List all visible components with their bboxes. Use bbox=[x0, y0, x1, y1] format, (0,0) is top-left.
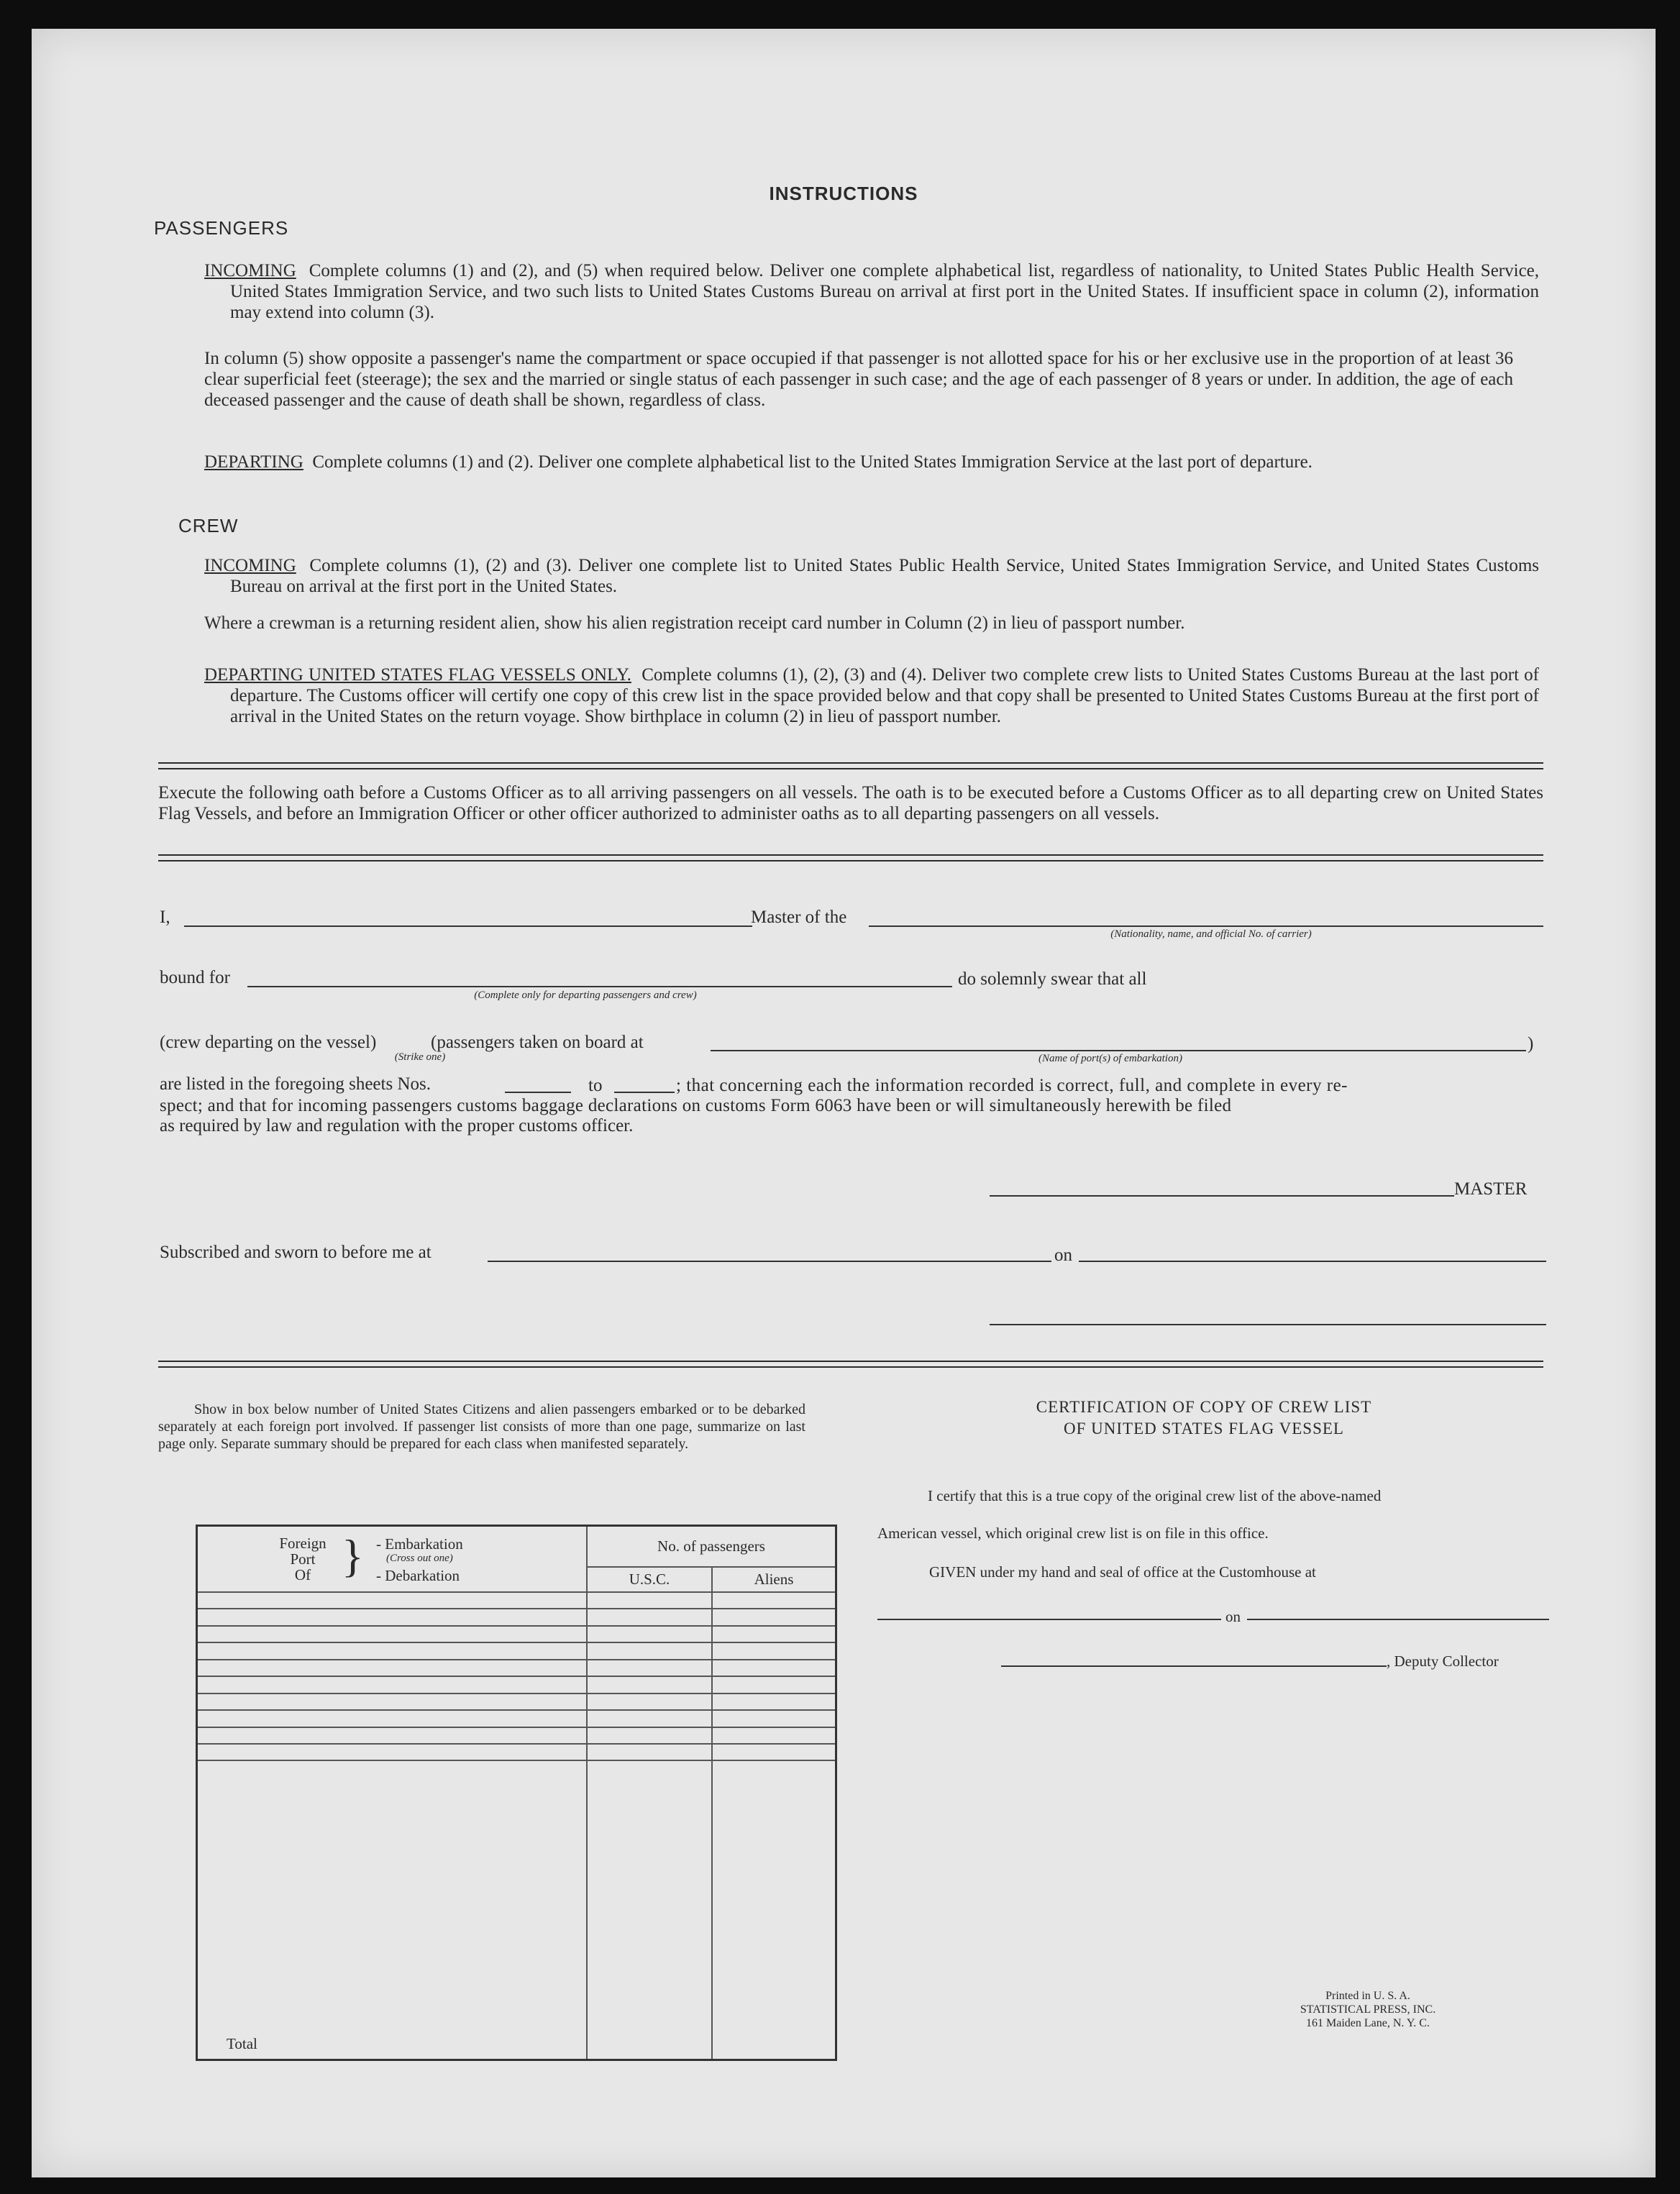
passengers-taken-option[interactable]: (passengers taken on board at bbox=[431, 1033, 644, 1052]
usc-cell[interactable] bbox=[587, 1626, 712, 1642]
aliens-cell[interactable] bbox=[712, 1710, 836, 1727]
aliens-cell[interactable] bbox=[712, 1676, 836, 1693]
crew-resident-text: Where a crewman is a returning resident alien, show his alien registration receipt card number in Column (2) in lieu of passport number. bbox=[204, 613, 1185, 633]
port-cell[interactable] bbox=[197, 1694, 588, 1710]
passenger-summary-table bbox=[196, 1525, 837, 2061]
printer-imprint bbox=[1267, 1989, 1469, 2030]
passengers-incoming-paragraph bbox=[204, 260, 1539, 323]
usc-cell[interactable] bbox=[587, 1694, 712, 1710]
usc-header: U.S.C. bbox=[587, 1567, 712, 1592]
usc-cell[interactable] bbox=[587, 1592, 712, 1609]
sheets-to-field[interactable] bbox=[614, 1092, 675, 1093]
subscribed-place-field[interactable] bbox=[488, 1261, 1051, 1262]
subscribed-date-field[interactable] bbox=[1079, 1261, 1546, 1262]
aliens-cell[interactable] bbox=[712, 1744, 836, 1760]
port-cell[interactable] bbox=[197, 1592, 588, 1609]
crew-incoming-text: Complete columns (1), (2) and (3). Deliver one complete list to United States Public Health Service, United States Immigration Service, and United States Customs Bureau on arrival at the first port in the United States. bbox=[230, 556, 1540, 596]
aliens-header: Aliens bbox=[712, 1567, 836, 1592]
usc-cell[interactable] bbox=[587, 1744, 712, 1760]
listed-text-2: spect; and that for incoming passengers customs baggage declarations on customs Form 6063 have been or will simultaneously herewith be filed bbox=[160, 1096, 1232, 1115]
aliens-cell[interactable] bbox=[712, 1642, 836, 1659]
table-row bbox=[197, 1744, 836, 1760]
passengers-incoming-text: Complete columns (1) and (2), and (5) when required below. Deliver one complete alphabetical list, regardless of nationality, to United States Public Health Service, United States Immigration Service, and two such lists to United States Customs Bureau on arrival at first port in the United States. If insufficient space in column (2), information may extend into column (3). bbox=[230, 261, 1540, 322]
foreign-port-of-label: Foreign Port Of bbox=[279, 1535, 327, 1583]
master-label: MASTER bbox=[1454, 1179, 1528, 1199]
usc-cell[interactable] bbox=[587, 1676, 712, 1693]
cross-out-hint: (Cross out one) bbox=[386, 1553, 453, 1564]
crew-incoming-paragraph bbox=[204, 555, 1539, 597]
port-cell[interactable] bbox=[197, 1727, 588, 1744]
printer-line-1: Printed in U. S. A. bbox=[1325, 1990, 1410, 2002]
total-aliens-cell[interactable] bbox=[712, 1760, 836, 2060]
no-passengers-header: No. of passengers bbox=[587, 1526, 836, 1568]
certify-text-2: American vessel, which original crew list is on file in this office. bbox=[877, 1525, 1269, 1542]
table-row bbox=[197, 1694, 836, 1710]
usc-cell[interactable] bbox=[587, 1660, 712, 1676]
total-label: Total bbox=[197, 1760, 588, 2060]
deputy-signature-field[interactable] bbox=[1001, 1665, 1387, 1667]
passengers-departing-text: Complete columns (1) and (2). Deliver one complete alphabetical list to the United States Immigration Service at the last port of departure. bbox=[312, 452, 1312, 472]
officer-signature-field[interactable] bbox=[990, 1324, 1546, 1325]
passengers-incoming-label: INCOMING bbox=[204, 261, 296, 280]
aliens-cell[interactable] bbox=[712, 1609, 836, 1625]
certification-title-1: CERTIFICATION OF COPY OF CREW LIST bbox=[1036, 1398, 1372, 1416]
divider-double-1 bbox=[158, 762, 1543, 769]
table-row bbox=[197, 1642, 836, 1659]
certify-text-1: I certify that this is a true copy of the original crew list of the above-named bbox=[928, 1487, 1382, 1504]
passengers-column5-paragraph bbox=[204, 348, 1513, 411]
port-cell[interactable] bbox=[197, 1642, 588, 1659]
listed-text-3: as required by law and regulation with the proper customs officer. bbox=[160, 1116, 634, 1135]
form-page bbox=[32, 29, 1656, 2177]
deputy-collector-label: , Deputy Collector bbox=[1387, 1653, 1499, 1670]
instructions-title: INSTRUCTIONS bbox=[769, 183, 918, 204]
listed-text-1: ; that concerning each the information recorded is correct, full, and complete in every re- bbox=[676, 1076, 1348, 1095]
crew-heading: CREW bbox=[178, 515, 239, 536]
table-row bbox=[197, 1676, 836, 1693]
printer-line-2: STATISTICAL PRESS, INC. bbox=[1300, 2003, 1436, 2016]
port-cell[interactable] bbox=[197, 1676, 588, 1693]
usc-cell[interactable] bbox=[587, 1609, 712, 1625]
port-cell[interactable] bbox=[197, 1744, 588, 1760]
oath-instructions: Execute the following oath before a Customs Officer as to all arriving passengers on all vessels. The oath is to be executed before a Customs Officer as to all departing crew on United States Flag Vessels, and before an Immigration Officer or other officer authorized to administer oaths as to all departing passengers on all vessels. bbox=[158, 783, 1543, 823]
customhouse-field[interactable] bbox=[877, 1619, 1221, 1620]
foreign-port-header bbox=[197, 1526, 588, 1593]
aliens-cell[interactable] bbox=[712, 1626, 836, 1642]
total-usc-cell[interactable] bbox=[587, 1760, 712, 2060]
passengers-departing-label: DEPARTING bbox=[204, 452, 303, 472]
listed-sheets-label: are listed in the foregoing sheets Nos. bbox=[160, 1074, 431, 1094]
debarkation-option[interactable]: - Debarkation bbox=[376, 1567, 460, 1584]
bound-for-field[interactable] bbox=[247, 986, 952, 987]
summary-intro: Show in box below number of United States Citizens and alien passengers embarked or to be debarked separately at each foreign port involved. If passenger list consists of more than one page, summarize on last page only. Separate summary should be prepared for each class when manifested separately. bbox=[158, 1402, 805, 1452]
table-row bbox=[197, 1727, 836, 1744]
oath-i-label: I, bbox=[160, 908, 170, 927]
subscribed-on-label: on bbox=[1054, 1245, 1072, 1265]
usc-cell[interactable] bbox=[587, 1642, 712, 1659]
carrier-hint: (Nationality, name, and official No. of carrier) bbox=[1110, 928, 1312, 940]
crew-departing-label: DEPARTING UNITED STATES FLAG VESSELS ONLY. bbox=[204, 665, 631, 685]
total-row bbox=[197, 1760, 836, 2060]
carrier-field[interactable] bbox=[869, 925, 1543, 927]
sheets-from-field[interactable] bbox=[505, 1092, 571, 1093]
certification-date-field[interactable] bbox=[1247, 1619, 1549, 1620]
given-text: GIVEN under my hand and seal of office at the Customhouse at bbox=[929, 1563, 1316, 1581]
passengers-column5-text: In column (5) show opposite a passenger's name the compartment or space occupied if that passenger is not allotted space for his or her exclusive use in the proportion of at least 36 clear superficial feet (steerage); the sex and the married or single status of each passenger in such case; and the age of each passenger of 8 years or under. In addition, the age of each deceased passenger and the cause of death shall be shown, regardless of class. bbox=[204, 349, 1513, 410]
master-name-field[interactable] bbox=[184, 925, 752, 927]
usc-cell[interactable] bbox=[587, 1727, 712, 1744]
master-of-the-label: Master of the bbox=[751, 908, 847, 927]
brace-glyph: } bbox=[342, 1530, 364, 1581]
printer-line-3: 161 Maiden Lane, N. Y. C. bbox=[1306, 2017, 1430, 2029]
aliens-cell[interactable] bbox=[712, 1694, 836, 1710]
crew-departing-option[interactable]: (crew departing on the vessel) bbox=[160, 1033, 377, 1052]
table-row bbox=[197, 1609, 836, 1625]
swear-text: do solemnly swear that all bbox=[958, 969, 1147, 989]
port-cell[interactable] bbox=[197, 1710, 588, 1727]
usc-cell[interactable] bbox=[587, 1710, 712, 1727]
divider-double-3 bbox=[158, 1361, 1543, 1368]
table-row bbox=[197, 1710, 836, 1727]
table-row bbox=[197, 1660, 836, 1676]
close-paren: ) bbox=[1528, 1034, 1534, 1053]
table-row bbox=[197, 1592, 836, 1609]
passengers-heading: PASSENGERS bbox=[154, 217, 289, 239]
certification-title-2: OF UNITED STATES FLAG VESSEL bbox=[1064, 1420, 1344, 1437]
subscribed-label: Subscribed and sworn to before me at bbox=[160, 1243, 432, 1262]
aliens-cell[interactable] bbox=[712, 1660, 836, 1676]
to-label: to bbox=[588, 1076, 603, 1095]
crew-departing-text: Complete columns (1), (2), (3) and (4). Deliver two complete crew lists to United States Customs Bureau at the last port of departure. The Customs officer will certify one copy of this crew list in the space provided below and that copy shall be presented to United States Customs Bureau at the first port of arrival in the United States on the return voyage. Show birthplace in column (2) in lieu of passport number. bbox=[230, 665, 1540, 726]
master-signature-field[interactable] bbox=[990, 1195, 1454, 1197]
crew-departing-paragraph bbox=[204, 664, 1539, 727]
embarkation-port-field[interactable] bbox=[711, 1050, 1526, 1051]
port-cell[interactable] bbox=[197, 1626, 588, 1642]
port-cell[interactable] bbox=[197, 1609, 588, 1625]
strike-one-hint: (Strike one) bbox=[394, 1051, 446, 1063]
aliens-cell[interactable] bbox=[712, 1727, 836, 1744]
bound-for-label: bound for bbox=[160, 968, 230, 987]
port-hint: (Name of port(s) of embarkation) bbox=[1038, 1053, 1182, 1064]
passengers-departing-paragraph bbox=[204, 452, 1539, 472]
embarkation-option[interactable]: - Embarkation bbox=[376, 1535, 463, 1553]
divider-double-2 bbox=[158, 854, 1543, 861]
table-row bbox=[197, 1626, 836, 1642]
bound-for-hint: (Complete only for departing passengers and crew) bbox=[474, 989, 697, 1001]
port-cell[interactable] bbox=[197, 1660, 588, 1676]
aliens-cell[interactable] bbox=[712, 1592, 836, 1609]
crew-incoming-label: INCOMING bbox=[204, 556, 296, 575]
certification-on-label: on bbox=[1225, 1608, 1241, 1625]
